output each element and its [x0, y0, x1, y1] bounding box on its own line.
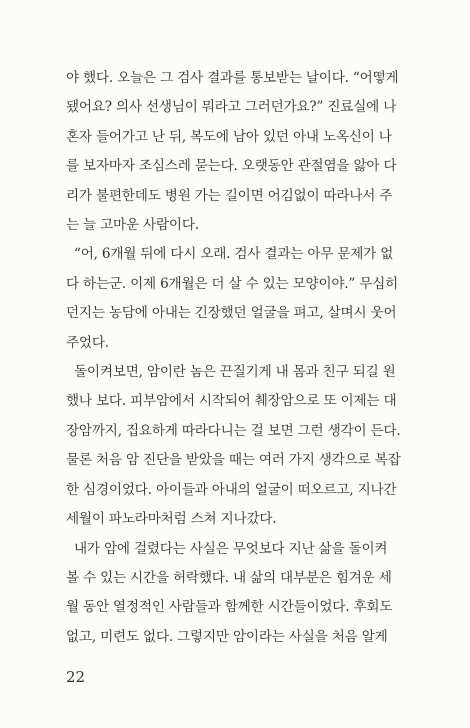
text-line: 한 심경이었다. 아이들과 아내의 얼굴이 떠오르고, 지나간 [66, 481, 397, 498]
text-line: 했나 보다. 피부암에서 시작되어 췌장암으로 또 이제는 대 [66, 393, 397, 410]
text-line: 없고, 미련도 없다. 그렇지만 암이라는 사실을 처음 알게 [66, 628, 388, 645]
text-line: 물론 처음 암 진단을 받았을 때는 여러 가지 생각으로 복잡 [66, 452, 401, 469]
text-line: 다 하는군. 이제 6개월은 더 살 수 있는 모양이야.” 무심히 [66, 275, 399, 292]
text-line: 세월이 파노라마처럼 스쳐 지나갔다. [66, 511, 277, 528]
text-line: 내가 암에 걸렸다는 사실은 무엇보다 지난 삶을 돌이켜 [74, 540, 388, 557]
text-line: 월 동안 열정적인 사람들과 함께한 시간들이었다. 후회도 [66, 599, 393, 616]
text-line: 혼자 들어가고 난 뒤, 복도에 남아 있던 아내 노옥신이 나 [66, 128, 392, 145]
text-line: “어, 6개월 뒤에 다시 오래. 검사 결과는 아무 문제가 없 [74, 246, 394, 263]
text-line: 됐어요? 의사 선생님이 뭐라고 그러던가요?” 진료실에 나 [66, 99, 397, 116]
text-line: 를 보자마자 조심스레 묻는다. 오랫동안 관절염을 앓아 다 [66, 158, 397, 175]
text-line: 볼 수 있는 시간을 허락했다. 내 삶의 대부분은 힘겨운 세 [66, 569, 392, 586]
text-line: 리가 불편한데도 병원 가는 길이면 어김없이 따라나서 주 [66, 187, 393, 204]
text-line: 돌이켜보면, 암이란 놈은 끈질기게 내 몸과 친구 되길 원 [74, 364, 396, 381]
text-line: 던지는 농담에 아내는 긴장했던 얼굴을 펴고, 살며시 웃어 [66, 305, 397, 322]
text-line: 야 했다. 오늘은 그 검사 결과를 통보받는 날이다. “어떻게 [66, 70, 399, 86]
text-line: 는 늘 고마운 사람이다. [66, 217, 199, 234]
page-number: 22 [66, 668, 86, 686]
text-line: 장암까지, 집요하게 따라다니는 걸 보면 그런 생각이 든다. [66, 422, 401, 439]
text-line: 주었다. [66, 334, 109, 351]
body-text [66, 64, 404, 652]
